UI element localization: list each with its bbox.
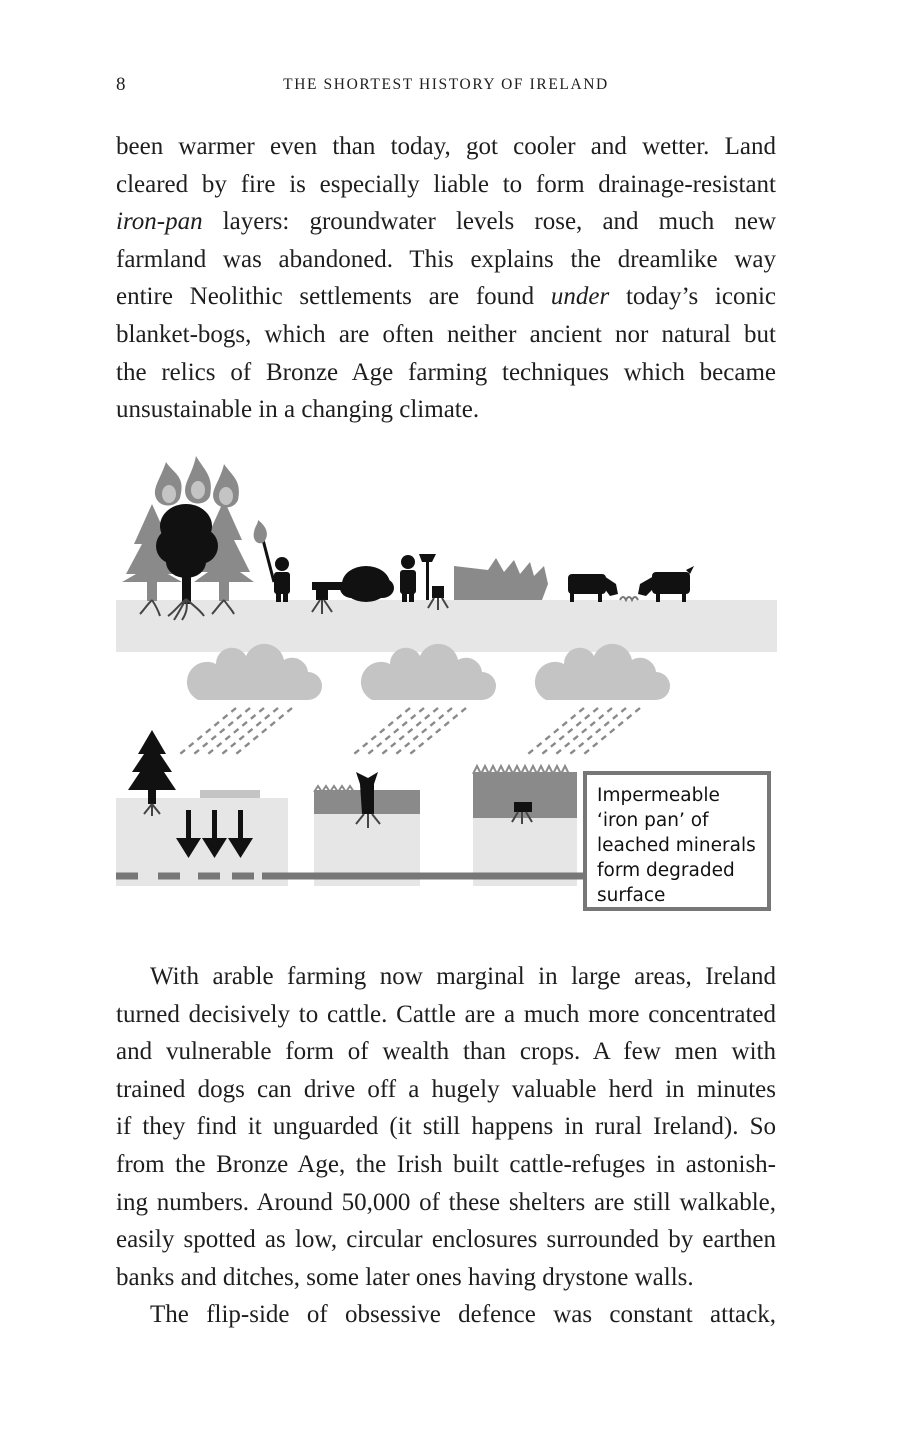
bronze-age-farming-illustration	[116, 454, 778, 924]
callout-line: surface	[597, 885, 666, 906]
text-line: the relics of Bronze Age farming techniques which became	[116, 358, 776, 386]
italic-term: iron-pan	[116, 208, 203, 236]
callout-line: leached minerals	[597, 835, 756, 856]
text-line: With arable farming now marginal in large areas, Ireland	[150, 963, 776, 990]
text-line: easily spotted as low, circular enclosures surrounded by earthen	[116, 1226, 776, 1254]
text-fragment: entire Neolithic settlements are found	[116, 283, 551, 311]
text-line: and vulnerable form of wealth than crops. A few men with	[116, 1038, 776, 1066]
fallen-tree	[454, 558, 548, 600]
text-fragment: today’s iconic	[609, 283, 776, 311]
text-line: cleared by fire is especially liable to form drainage-resistant	[116, 170, 776, 198]
torch-flame	[254, 520, 267, 543]
cut-stump	[432, 586, 444, 598]
thin-peat-layer	[200, 790, 260, 798]
drainage-arrows	[176, 810, 253, 858]
top-ground-band	[116, 600, 777, 652]
paragraph-2	[116, 958, 776, 1296]
callout-line: Impermeable	[597, 785, 720, 806]
burning-oak-tree	[156, 504, 218, 604]
text-line	[116, 203, 776, 241]
grazing-cattle	[568, 566, 694, 602]
text-line: trained dogs can drive off a hugely valuable herd in minutes	[116, 1075, 776, 1103]
axeman-figure	[400, 554, 436, 602]
text-line: farmland was abandoned. This explains the dreamlike way	[116, 245, 776, 273]
torch-bearer-figure	[262, 536, 290, 602]
text-line: been warmer even than today, got cooler and wetter. Land	[116, 133, 776, 160]
text-line: from the Bronze Age, the Irish built cattle-refuges in astonish-	[116, 1150, 776, 1178]
iron-pan-callout	[583, 771, 771, 911]
book-title: THE SHORTEST HISTORY OF IRELAND	[283, 76, 609, 93]
text-fragment: layers: groundwater levels rose, and much new	[202, 208, 776, 236]
rain-streaks	[180, 708, 640, 754]
page-number: 8	[116, 74, 126, 95]
text-line	[116, 278, 776, 316]
burning-shrub	[340, 566, 394, 602]
grass-tuft	[620, 597, 638, 600]
text-line: ing numbers. Around 50,000 of these shelters are still walkable,	[116, 1188, 776, 1216]
text-line: if they find it unguarded (it still happens in rural Ireland). So	[116, 1113, 776, 1141]
callout-line: ‘iron pan’ of	[597, 810, 709, 831]
buried-stump-3	[514, 802, 532, 812]
paragraph-3	[116, 1296, 776, 1334]
paragraph-1	[116, 128, 776, 429]
italic-term: under	[550, 283, 610, 311]
callout-line: form degraded	[597, 860, 735, 881]
text-line: blanket-bogs, which are often neither ancient nor natural but	[116, 320, 776, 348]
rain-clouds	[187, 644, 670, 700]
text-line: unsustainable in a changing climate.	[116, 396, 480, 424]
text-line: The flip-side of obsessive defence was constant attack,	[150, 1301, 776, 1328]
dark-conifer-tree	[128, 730, 176, 804]
text-line: turned decisively to cattle. Cattle are a much more concentrated	[116, 1000, 776, 1028]
running-head	[116, 74, 776, 98]
text-line: banks and ditches, some later ones having drystone walls.	[116, 1263, 694, 1291]
